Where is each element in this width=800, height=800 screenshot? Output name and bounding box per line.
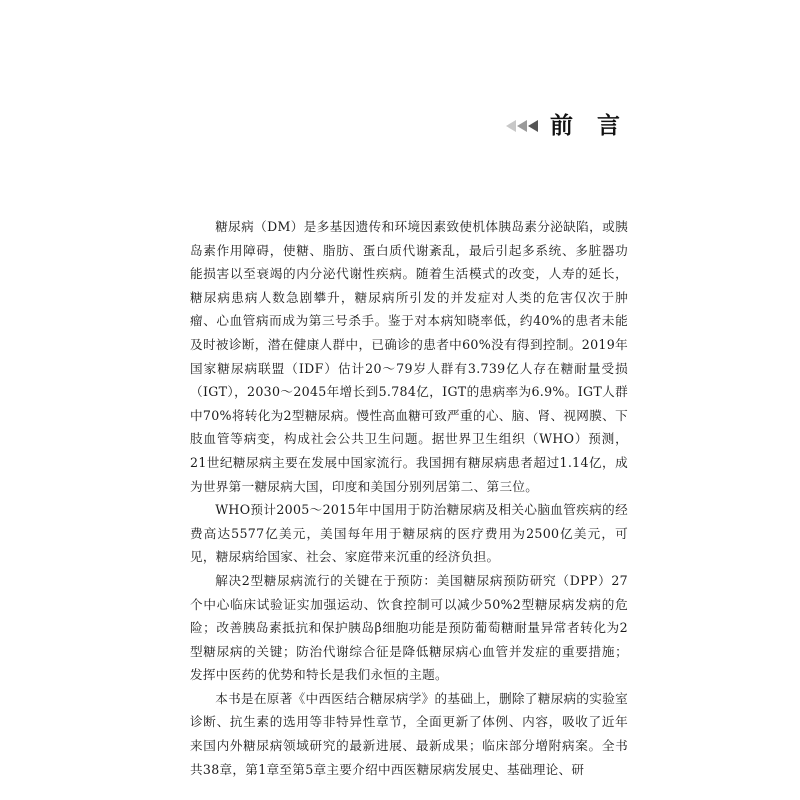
paragraph-3: 解决2型糖尿病流行的关键在于预防：美国糖尿病预防研究（DPP）27个中心临床试验证实加强运动、饮食控制可以减少50%2型糖尿病发病的危险；改善胰岛素抵抗和保护胰岛β细胞功能是预防葡萄糖耐量异常者转化为2型糖尿病的关键；防治代谢综合征是降低糖尿病心血管并发症的重要措施；发挥中医药的优势和特长是我们永恒的主题。 [190,572,628,683]
paragraph-4: 本书是在原著《中西医结合糖尿病学》的基础上，删除了糖尿病的实验室诊断、抗生素的选用等非特异性章节，全面更新了体例、内容，吸收了近年来国内外糖尿病领域研究的最新进展、最新成果；临床部分增附病案。全书共38章，第1章至第5章主要介绍中西医糖尿病发展史、基础理论、研 [190,690,628,777]
paragraph-2: WHO预计2005～2015年中国用于防治糖尿病及相关心脑血管疾病的经费高达5577亿美元，美国每年用于糖尿病的医疗费用为2500亿美元，可见，糖尿病给国家、社会、家庭带来沉重的经济负担。 [190,502,628,565]
page-title: 前 言 [549,113,628,139]
paragraph-1: 糖尿病（DM）是多基因遗传和环境因素致使机体胰岛素分泌缺陷，或胰岛素作用障碍，使糖、脂肪、蛋白质代谢紊乱，最后引起多系统、多脏器功能损害以至衰竭的内分泌代谢性疾病。随着生活模式的改变，人寿的延长，糖尿病患病人数急剧攀升，糖尿病所引发的并发症对人类的危害仅次于肿瘤、心血管病而成为第三号杀手。鉴于对本病知晓率低，约40%的患者未能及时被诊断，潜在健康人群中，已确诊的患者中60%没有得到控制。2019年国家糖尿病联盟（IDF）估计20～79岁人群有3.739亿人存在糖耐量受损（IGT），2030～2045年增长到5.784亿，IGT的患病率为6.9%。IGT人群中70%将转化为2型糖尿病。慢性高血糖可致严重的心、脑、肾、视网膜、下肢血管等病变，构成社会公共卫生问题。据世界卫生组织（WHO）预测，21世纪糖尿病主要在发展中国家流行。我国拥有糖尿病患者超过1.14亿，成为世界第一糖尿病大国，印度和美国分别列居第二、第三位。 [190,219,628,494]
page-header [506,112,628,140]
triple-left-arrow-icon [506,120,540,132]
preface-body [190,215,628,781]
